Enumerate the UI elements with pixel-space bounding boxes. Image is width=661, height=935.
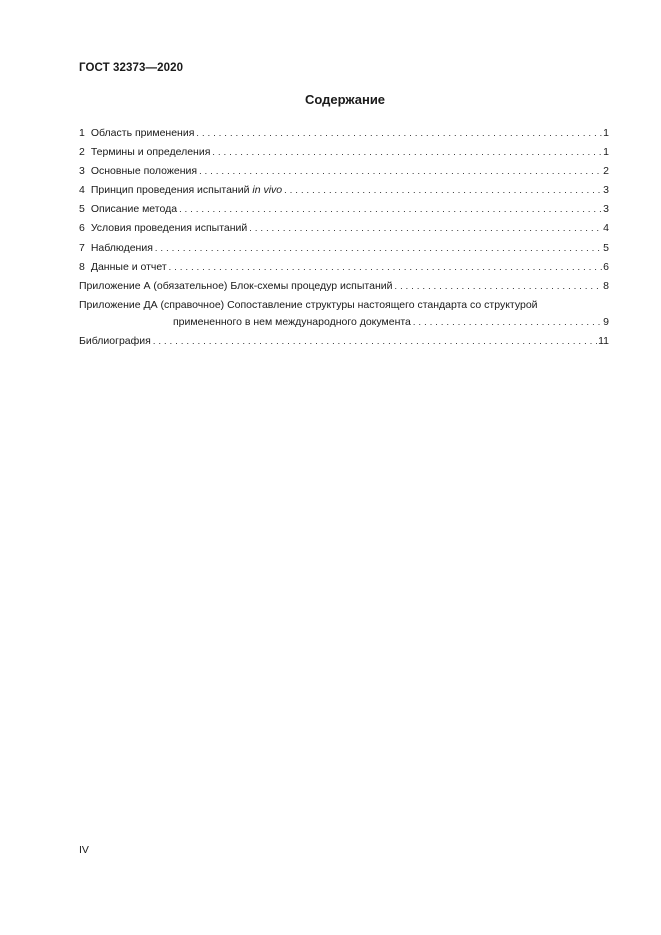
toc-leader xyxy=(249,222,602,234)
toc-item-number: 4 xyxy=(79,184,85,197)
toc-item-number: 3 xyxy=(79,165,85,178)
toc-item-label: Область применения xyxy=(90,127,195,139)
toc-item-page: 11 xyxy=(598,334,609,347)
toc-item[interactable] xyxy=(79,127,609,139)
toc-item[interactable] xyxy=(79,184,609,196)
toc-item-page: 3 xyxy=(603,184,609,197)
toc-item-page: 3 xyxy=(603,203,609,216)
toc-item-page: 2 xyxy=(603,165,609,178)
toc-item-page: 1 xyxy=(603,146,609,159)
toc-item-number: 1 xyxy=(79,127,85,139)
toc-leader xyxy=(179,203,602,215)
toc-leader xyxy=(155,242,602,254)
toc-item-label: Описание метода xyxy=(90,203,178,216)
page-number: IV xyxy=(79,844,89,856)
toc-appendix-a[interactable] xyxy=(79,280,609,292)
toc-item-continuation xyxy=(79,316,609,328)
toc-leader xyxy=(196,127,602,139)
toc-item[interactable] xyxy=(79,222,609,234)
toc-item-number: 5 xyxy=(79,203,85,216)
toc-appendix-da[interactable] xyxy=(79,299,609,328)
toc-leader xyxy=(212,146,602,158)
toc-item[interactable] xyxy=(79,242,609,254)
toc-item-page: 8 xyxy=(603,279,609,292)
toc-item-number: 8 xyxy=(79,260,85,273)
toc-item-label: Данные и отчет xyxy=(90,260,167,273)
toc-bibliography[interactable] xyxy=(79,335,609,347)
toc-item-page: 1 xyxy=(603,127,609,139)
toc-item-label-italic: in vivo xyxy=(252,184,283,197)
toc-item-label-text: Принцип проведения испытаний xyxy=(90,184,253,197)
toc-item-number: 2 xyxy=(79,146,85,159)
toc-leader xyxy=(153,335,597,347)
toc-item[interactable] xyxy=(79,203,609,215)
document-code: ГОСТ 32373—2020 xyxy=(79,62,184,74)
toc-item-label: Приложение ДА (справочное) Сопоставление структуры настоящего стандарта со структурой xyxy=(79,298,538,311)
toc-item-label: Основные положения xyxy=(90,165,198,178)
toc-leader xyxy=(169,261,602,273)
toc-item-label: Термины и определения xyxy=(90,146,211,159)
toc-item-label: Библиография xyxy=(79,334,151,347)
toc-leader xyxy=(413,316,602,328)
toc-item-number: 7 xyxy=(79,241,85,254)
toc-item[interactable] xyxy=(79,146,609,158)
toc-item[interactable] xyxy=(79,165,609,177)
toc-title: Содержание xyxy=(304,92,386,107)
toc-item-label: Наблюдения xyxy=(90,241,153,254)
toc-item-page: 6 xyxy=(603,260,609,273)
toc-item[interactable] xyxy=(79,261,609,273)
toc-item-label xyxy=(91,184,282,196)
toc-item-number: 6 xyxy=(79,222,85,235)
toc-item-page: 4 xyxy=(603,222,609,235)
toc-leader xyxy=(199,165,602,177)
table-of-contents xyxy=(79,127,609,354)
toc-item-label: Условия проведения испытаний xyxy=(90,222,248,235)
toc-item-label-continuation: примененного в нем международного документа xyxy=(173,315,411,328)
toc-item-label: Приложение А (обязательное) Блок-схемы процедур испытаний xyxy=(79,279,393,292)
toc-item-page: 5 xyxy=(603,241,609,254)
toc-leader xyxy=(284,184,602,196)
toc-item-page: 9 xyxy=(603,315,609,328)
toc-leader xyxy=(394,280,602,292)
